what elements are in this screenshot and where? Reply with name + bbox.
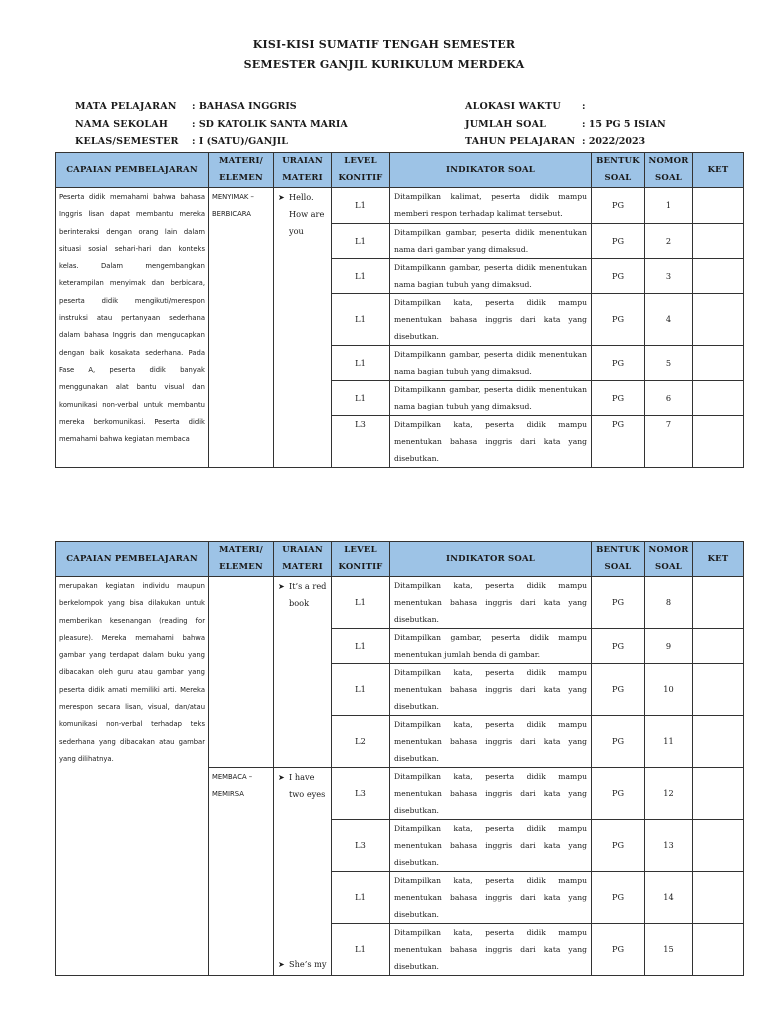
col-uraian: URAIAN MATERI (274, 153, 332, 188)
table-row (56, 188, 744, 224)
indikator-cell: Ditampilkan kata, peserta didik mampu menentukan bahasa inggris dari kata yang disebutkan. (390, 872, 592, 924)
kisi-kisi-table-1 (55, 152, 744, 468)
col-materi: MATERI/ ELEMEN (209, 153, 274, 188)
table-header-row (56, 153, 744, 188)
ket-cell (693, 294, 744, 346)
alokasi-label: ALOKASI WAKTU (465, 101, 561, 112)
nomor-cell: 5 (645, 346, 693, 381)
capaian-cell: merupakan kegiatan individu maupun berkelompok yang bisa dilakukan untuk memberikan kesenangan (reading for pleasure). Mereka memahami bahwa gambar yang terdapat dalam buku yang dibacakan oleh guru atau gambar yang peserta didik amati memiliki arti. Mereka merespon secara lisan, visual, dan/atau komunikasi non-verbal terhadap teks sederhana yang dibacakan atau gambar yang dilihatnya. (56, 577, 209, 976)
bentuk-cell: PG (592, 224, 645, 259)
uraian-text-2: She’s my (289, 959, 327, 969)
bentuk-cell: PG (592, 294, 645, 346)
nomor-cell: 6 (645, 381, 693, 416)
nomor-cell: 4 (645, 294, 693, 346)
level-cell: L1 (332, 259, 390, 294)
uraian-cell: ➤ It’s a red book (274, 577, 332, 768)
ket-cell (693, 924, 744, 976)
nomor-cell: 3 (645, 259, 693, 294)
level-cell: L1 (332, 629, 390, 664)
document-subtitle: SEMESTER GANJIL KURIKULUM MERDEKA (243, 58, 525, 71)
table-row (56, 577, 744, 629)
ket-cell (693, 259, 744, 294)
col-nomor: NOMOR SOAL (645, 153, 693, 188)
indikator-cell: Ditampilkan kalimat, peserta didik mampu memberi respon terhadap kalimat tersebut. (390, 188, 592, 224)
kelas-value: : I (SATU)/GANJIL (192, 136, 288, 147)
indikator-cell: Ditampilkan kata, peserta didik mampu menentukan bahasa inggris dari kata yang disebutkan. (390, 577, 592, 629)
nomor-cell: 12 (645, 768, 693, 820)
indikator-cell: Ditampilkan kata, peserta didik mampu menentukan bahasa inggris dari kata yang disebutkan. (390, 664, 592, 716)
bentuk-cell: PG (592, 346, 645, 381)
col-ket: KET (693, 542, 744, 577)
capaian-cell: Peserta didik memahami bahwa bahasa Inggris lisan dapat membantu mereka berinteraksi dengan orang lain dalam situasi sosial sehari-hari dan konteks kelas. Dalam mengembangkan keterampilan menyimak dan berbicara, peserta didik mengikuti/merespon instruksi atau pertanyaan sederhana dalam bahasa Inggris dan mengucapkan dengan baik kosakata sederhana. Pada Fase A, peserta didik banyak menggunakan alat bantu visual dan komunikasi non-verbal untuk membantu mereka berkomunikasi. Peserta didik memahami bahwa kegiatan membaca (56, 188, 209, 468)
col-capaian: CAPAIAN PEMBELAJARAN (56, 153, 209, 188)
nomor-cell: 9 (645, 629, 693, 664)
col-capaian: CAPAIAN PEMBELAJARAN (56, 542, 209, 577)
level-cell: L1 (332, 381, 390, 416)
level-cell: L1 (332, 577, 390, 629)
col-uraian: URAIAN MATERI (274, 542, 332, 577)
uraian-cell: ➤ I have two eyes ➤ She’s my (274, 768, 332, 976)
nomor-cell: 7 (645, 416, 693, 468)
level-cell: L1 (332, 872, 390, 924)
nomor-cell: 1 (645, 188, 693, 224)
alokasi-value: : (582, 101, 586, 112)
mata-pelajaran-label: MATA PELAJARAN (75, 101, 177, 112)
indikator-cell: Ditampilkan kata, peserta didik mampu menentukan bahasa inggris dari kata yang disebutkan. (390, 294, 592, 346)
bentuk-cell: PG (592, 577, 645, 629)
nomor-cell: 15 (645, 924, 693, 976)
indikator-cell: Ditampilkan kata, peserta didik mampu menentukan bahasa inggris dari kata yang disebutkan. (390, 716, 592, 768)
jumlah-label: JUMLAH SOAL (465, 119, 547, 130)
ket-cell (693, 629, 744, 664)
ket-cell (693, 664, 744, 716)
level-cell: L1 (332, 294, 390, 346)
kisi-kisi-table-2 (55, 541, 744, 976)
uraian-text: Hello. How are you (289, 192, 325, 236)
col-materi: MATERI/ ELEMEN (209, 542, 274, 577)
level-cell: L1 (332, 346, 390, 381)
col-bentuk: BENTUK SOAL (592, 542, 645, 577)
ket-cell (693, 716, 744, 768)
indikator-cell: Ditampilkann gambar, peserta didik menentukan nama bagian tubuh yang dimaksud. (390, 381, 592, 416)
ket-cell (693, 768, 744, 820)
ket-cell (693, 416, 744, 468)
table-header-row (56, 542, 744, 577)
level-cell: L1 (332, 924, 390, 976)
nomor-cell: 14 (645, 872, 693, 924)
nama-sekolah-value: : SD KATOLIK SANTA MARIA (192, 119, 348, 130)
level-cell: L3 (332, 416, 390, 468)
uraian-text: I have two eyes (289, 772, 326, 799)
ket-cell (693, 188, 744, 224)
indikator-cell: Ditampilkann gambar, peserta didik menentukan nama bagian tubuh yang dimaksud. (390, 346, 592, 381)
ket-cell (693, 381, 744, 416)
level-cell: L1 (332, 188, 390, 224)
bentuk-cell: PG (592, 381, 645, 416)
ket-cell (693, 820, 744, 872)
level-cell: L3 (332, 820, 390, 872)
indikator-cell: Ditampilkan kata, peserta didik mampu menentukan bahasa inggris dari kata yang disebutkan. (390, 768, 592, 820)
materi-cell: MEMBACA – MEMIRSA (209, 768, 274, 976)
col-nomor: NOMOR SOAL (645, 542, 693, 577)
kelas-label: KELAS/SEMESTER (75, 136, 179, 147)
indikator-cell: Ditampilkan gambar, peserta didik mampu menentukan jumlah benda di gambar. (390, 629, 592, 664)
col-bentuk: BENTUK SOAL (592, 153, 645, 188)
materi-cell-empty (209, 577, 274, 768)
nomor-cell: 11 (645, 716, 693, 768)
bentuk-cell: PG (592, 768, 645, 820)
nomor-cell: 10 (645, 664, 693, 716)
uraian-cell: ➤ Hello. How are you (274, 188, 332, 468)
ket-cell (693, 872, 744, 924)
indikator-cell: Ditampilkan kata, peserta didik mampu menentukan bahasa inggris dari kata yang disebutkan. (390, 924, 592, 976)
nomor-cell: 2 (645, 224, 693, 259)
bentuk-cell: PG (592, 259, 645, 294)
ket-cell (693, 346, 744, 381)
bentuk-cell: PG (592, 716, 645, 768)
document-title: KISI-KISI SUMATIF TENGAH SEMESTER (252, 38, 516, 51)
tahun-value: : 2022/2023 (582, 136, 646, 147)
nama-sekolah-label: NAMA SEKOLAH (75, 119, 169, 130)
indikator-cell: Ditampilkan kata, peserta didik mampu menentukan bahasa inggris dari kata yang disebutkan. (390, 820, 592, 872)
bentuk-cell: PG (592, 872, 645, 924)
nomor-cell: 8 (645, 577, 693, 629)
level-cell: L1 (332, 664, 390, 716)
col-level: LEVEL KONITIF (332, 542, 390, 577)
level-cell: L1 (332, 224, 390, 259)
col-indikator: INDIKATOR SOAL (390, 542, 592, 577)
col-indikator: INDIKATOR SOAL (390, 153, 592, 188)
bentuk-cell: PG (592, 664, 645, 716)
bentuk-cell: PG (592, 629, 645, 664)
nomor-cell: 13 (645, 820, 693, 872)
level-cell: L2 (332, 716, 390, 768)
tahun-label: TAHUN PELAJARAN (465, 136, 576, 147)
indikator-cell: Ditampilkan kata, peserta didik mampu menentukan bahasa inggris dari kata yang disebutkan. (390, 416, 592, 468)
level-cell: L3 (332, 768, 390, 820)
uraian-text: It’s a red book (289, 581, 327, 608)
ket-cell (693, 577, 744, 629)
mata-pelajaran-value: : BAHASA INGGRIS (192, 101, 297, 112)
bentuk-cell: PG (592, 188, 645, 224)
materi-cell: MENYIMAK – BERBICARA (209, 188, 274, 468)
bentuk-cell: PG (592, 820, 645, 872)
indikator-cell: Ditampilkan gambar, peserta didik menentukan nama dari gambar yang dimaksud. (390, 224, 592, 259)
col-ket: KET (693, 153, 744, 188)
indikator-cell: Ditampilkann gambar, peserta didik menentukan nama bagian tubuh yang dimaksud. (390, 259, 592, 294)
ket-cell (693, 224, 744, 259)
bentuk-cell: PG (592, 416, 645, 468)
jumlah-value: : 15 PG 5 ISIAN (582, 119, 666, 130)
col-level: LEVEL KONITIF (332, 153, 390, 188)
bentuk-cell: PG (592, 924, 645, 976)
